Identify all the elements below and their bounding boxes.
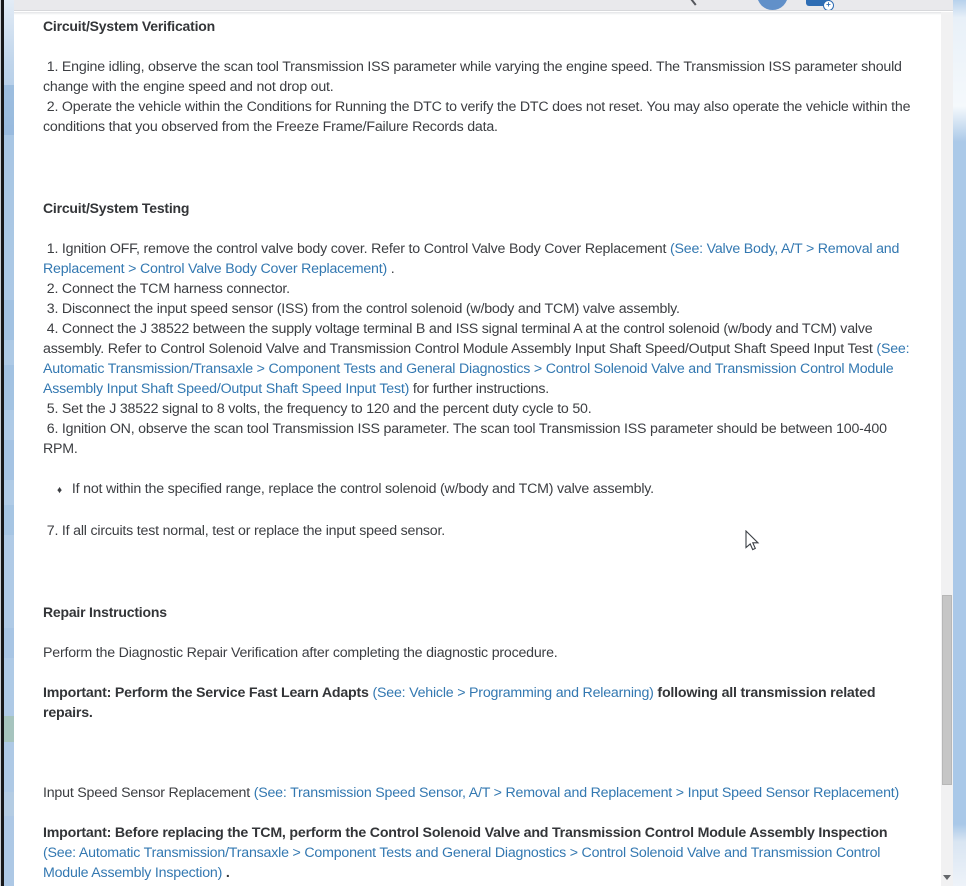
text-segment: Perform the Diagnostic Repair Verification after completing the diagnostic procedure. [43, 645, 558, 661]
section-heading: Circuit/System Verification [43, 18, 215, 34]
strip-mark [4, 792, 14, 816]
text-segment: following all transmission related repairs. [43, 685, 880, 721]
text-segment: 4. Connect the J 38522 between the supply voltage terminal B and ISS signal terminal A at the control solenoid (w/body and TCM) valve assembly. Refer to Control Solenoid Valve and Transmission Control Module Assembly Input Shaft Speed/Output Shaft Speed Input Test [43, 321, 877, 357]
right-edge-strip [953, 0, 966, 886]
text-segment: 6. Ignition ON, observe the scan tool Transmission ISS parameter. The scan tool Transmission ISS parameter should be between 100-400 RPM. [43, 421, 891, 457]
doc-link[interactable]: (See: Valve Body, A/T > Removal and Replacement > Control Valve Body Cover Replacement) [43, 241, 903, 277]
doc-section [43, 19, 924, 137]
strip-mark [4, 440, 14, 480]
strip-mark [4, 85, 14, 135]
bullet-item [43, 479, 924, 501]
paragraph [43, 823, 924, 883]
user-avatar-icon[interactable] [757, 0, 788, 10]
content-pane [14, 0, 953, 886]
paragraph [43, 97, 924, 137]
scroll-down-icon[interactable] [943, 875, 951, 880]
paragraph [43, 279, 924, 299]
text-segment: Input Speed Sensor Replacement [43, 785, 254, 801]
doc-link[interactable]: (See: Automatic Transmission/Transaxle > Component Tests and General Diagnostics > Control Solenoid Valve and Transmission Control Module Assembly Input Shaft Speed/Output Shaft Speed Input Test) [43, 341, 913, 397]
text-segment: 1. Ignition OFF, remove the control valve body cover. Refer to Control Valve Body Cover Replacement [43, 241, 670, 257]
paragraph [43, 683, 924, 723]
strip-mark [4, 365, 14, 410]
text-segment: 1. Engine idling, observe the scan tool Transmission ISS parameter while varying the engine speed. The Transmission ISS parameter should change with the engine speed and not drop out. [43, 59, 906, 95]
strip-mark [4, 628, 14, 658]
text-segment: Important: Before replacing the TCM, perform the Control Solenoid Valve and Transmission Control Module Assembly Inspection [43, 825, 892, 841]
doc-link[interactable]: (See: Automatic Transmission/Transaxle > Component Tests and General Diagnostics > Control Solenoid Valve and Transmission Control Module Assembly Inspection) [43, 845, 884, 881]
strip-mark [4, 300, 14, 340]
left-edge-strip [0, 0, 14, 886]
text-segment: 7. If all circuits test normal, test or replace the input speed sensor. [43, 523, 445, 539]
topbar-shadow [14, 12, 953, 15]
text-segment: 3. Disconnect the input speed sensor (ISS) from the control solenoid (w/body and TCM) valve assembly. [43, 301, 680, 317]
paragraph [43, 419, 924, 459]
help-icon[interactable] [806, 0, 834, 9]
document-body [14, 14, 941, 886]
section-heading: Circuit/System Testing [43, 200, 190, 216]
topbar [14, 0, 953, 11]
paragraph [43, 521, 924, 541]
section-heading: Repair Instructions [43, 604, 167, 620]
doc-link[interactable]: (See: Transmission Speed Sensor, A/T > Removal and Replacement > Input Speed Sensor Replacement) [253, 785, 900, 801]
strip-mark [4, 716, 14, 742]
text-segment: Important: Perform the Service Fast Learn Adapts [43, 685, 373, 701]
paragraph [43, 319, 924, 399]
doc-section [43, 201, 924, 541]
text-segment: . [387, 261, 395, 277]
paragraph [43, 57, 924, 97]
paragraph [43, 643, 924, 663]
content-scrollbar[interactable] [941, 12, 953, 886]
diamond-bullet-icon: ♦ [57, 485, 62, 496]
paragraph [43, 299, 924, 319]
text-segment: 5. Set the J 38522 signal to 8 volts, the frequency to 120 and the percent duty cycle to 50. [43, 401, 592, 417]
paragraph [43, 239, 924, 279]
paragraph [43, 783, 924, 803]
bullet-text: If not within the specified range, replace the control solenoid (w/body and TCM) valve assembly. [71, 481, 654, 497]
text-segment: 2. Connect the TCM harness connector. [43, 281, 290, 297]
doc-link[interactable]: (See: Vehicle > Programming and Relearning) [372, 685, 654, 701]
paragraph [43, 399, 924, 419]
text-segment: 2. Operate the vehicle within the Conditions for Running the DTC to verify the DTC does not reset. You may also operate the vehicle within the conditions that you observed from the Freeze Frame/Failure Records data. [43, 99, 915, 135]
text-segment: . [222, 865, 230, 881]
scrollbar-thumb[interactable] [942, 595, 952, 785]
toolbar-partial-icon [689, 0, 696, 6]
strip-mark [4, 505, 14, 535]
doc-section [43, 605, 924, 883]
text-segment: for further instructions. [409, 381, 550, 397]
help-plus-badge-icon: + [823, 0, 834, 11]
